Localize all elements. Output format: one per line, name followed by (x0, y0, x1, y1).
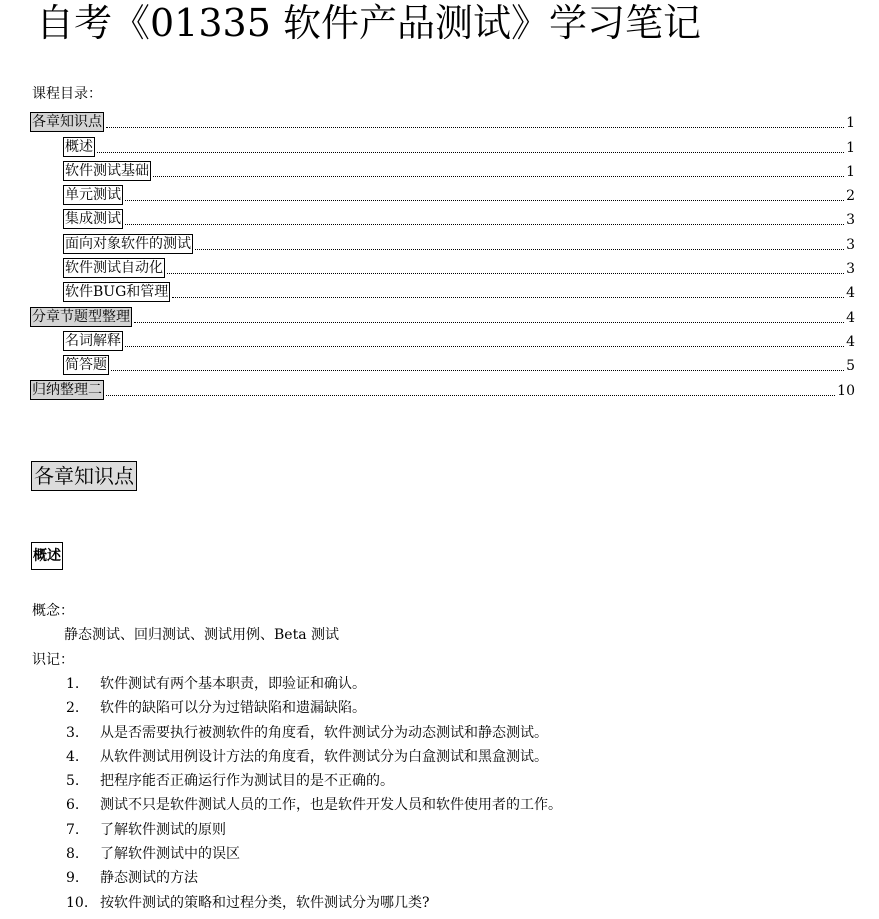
list-item-text: 软件测试有两个基本职责，即验证和确认。 (100, 676, 366, 692)
toc-entry-label[interactable]: 单元测试 (65, 187, 121, 204)
toc-entry-label[interactable]: 归纳整理二 (32, 381, 102, 398)
toc-entry-label[interactable]: 软件测试基础 (65, 162, 149, 179)
toc-dot-leader (111, 370, 844, 371)
list-item-number: 5. (66, 773, 80, 790)
list-item (66, 845, 562, 869)
list-item (66, 796, 562, 820)
list-item (66, 675, 562, 699)
toc-entry[interactable] (30, 205, 855, 229)
toc-entry-label[interactable]: 面向对象软件的测试 (65, 235, 191, 252)
toc-page-number: 1 (846, 115, 855, 132)
list-item (66, 724, 562, 748)
list-item (66, 699, 562, 723)
toc-dot-leader (172, 297, 844, 298)
toc-entry[interactable] (30, 278, 855, 302)
toc-dot-leader (125, 346, 844, 347)
concept-text: 静态测试、回归测试、测试用例、Beta 测试 (64, 627, 339, 643)
list-item-number: 3. (66, 724, 80, 741)
toc-page-number: 3 (846, 236, 855, 253)
list-item-number: 6. (66, 797, 80, 814)
list-item-text: 静态测试的方法 (100, 870, 198, 887)
list-item-text: 把程序能否正确运行作为测试目的是不正确的。 (100, 773, 394, 790)
knowledge-points-list (66, 675, 562, 918)
toc-entry[interactable] (30, 302, 855, 326)
concept-label: 概念： (32, 603, 74, 619)
list-item-number: 9. (66, 870, 80, 887)
recognition-label: 识记： (32, 652, 74, 668)
toc-page-number: 4 (846, 285, 855, 302)
toc-page-number: 10 (837, 382, 855, 399)
list-item (66, 772, 562, 796)
toc-entry[interactable] (30, 229, 855, 253)
list-item-text: 从是否需要执行被测软件的角度看，软件测试分为动态测试和静态测试。 (100, 724, 548, 741)
toc-dot-leader (195, 249, 844, 250)
toc-dot-leader (106, 127, 844, 128)
toc-entry-label[interactable]: 软件测试自动化 (65, 260, 163, 277)
toc-heading: 课程目录： (32, 86, 102, 102)
toc-entry[interactable] (30, 375, 855, 399)
table-of-contents (30, 108, 855, 400)
toc-page-number: 4 (846, 333, 855, 350)
list-item (66, 748, 562, 772)
list-item-text: 软件的缺陷可以分为过错缺陷和遗漏缺陷。 (100, 700, 366, 717)
document-title: 自考《01335 软件产品测试》学习笔记 (36, 1, 701, 45)
subsection-heading: 概述 (31, 542, 63, 570)
list-item-text: 了解软件测试的原则 (100, 821, 226, 838)
toc-entry-label[interactable]: 软件BUG和管理 (65, 284, 169, 301)
toc-page-number: 1 (846, 163, 855, 180)
toc-dot-leader (153, 176, 844, 177)
section-heading: 各章知识点 (31, 461, 137, 491)
toc-dot-leader (97, 152, 844, 153)
toc-dot-leader (125, 200, 844, 201)
list-item-number: 1. (66, 676, 80, 692)
toc-entry[interactable] (30, 132, 855, 156)
list-item-number: 10. (66, 894, 89, 911)
toc-dot-leader (134, 322, 844, 323)
list-item-text: 从软件测试用例设计方法的角度看，软件测试分为白盒测试和黑盒测试。 (100, 748, 548, 765)
toc-dot-leader (106, 395, 835, 396)
toc-entry-label[interactable]: 各章知识点 (32, 114, 102, 131)
toc-entry[interactable] (30, 181, 855, 205)
toc-entry-label[interactable]: 集成测试 (65, 211, 121, 228)
list-item-number: 2. (66, 700, 80, 717)
list-item-text: 测试不只是软件测试人员的工作，也是软件开发人员和软件使用者的工作。 (100, 797, 562, 814)
toc-dot-leader (125, 224, 844, 225)
list-item (66, 821, 562, 845)
list-item-number: 7. (66, 821, 80, 838)
toc-dot-leader (167, 273, 844, 274)
list-item-number: 8. (66, 846, 80, 863)
toc-entry[interactable] (30, 108, 855, 132)
toc-page-number: 5 (846, 358, 855, 375)
toc-page-number: 3 (846, 261, 855, 278)
list-item-number: 4. (66, 748, 80, 765)
list-item (66, 894, 562, 918)
toc-page-number: 2 (846, 188, 855, 205)
toc-page-number: 4 (846, 309, 855, 326)
toc-entry[interactable] (30, 254, 855, 278)
toc-entry-label[interactable]: 分章节题型整理 (32, 308, 130, 325)
toc-entry[interactable] (30, 327, 855, 351)
list-item-text: 了解软件测试中的误区 (100, 846, 240, 863)
list-item (66, 869, 562, 893)
toc-entry-label[interactable]: 简答题 (65, 357, 107, 374)
list-item-text: 按软件测试的策略和过程分类，软件测试分为哪几类? (100, 894, 430, 911)
toc-entry-label[interactable]: 概述 (65, 138, 93, 155)
toc-entry-label[interactable]: 名词解释 (65, 332, 121, 349)
toc-page-number: 3 (846, 212, 855, 229)
toc-entry[interactable] (30, 157, 855, 181)
toc-entry[interactable] (30, 351, 855, 375)
toc-page-number: 1 (846, 139, 855, 156)
